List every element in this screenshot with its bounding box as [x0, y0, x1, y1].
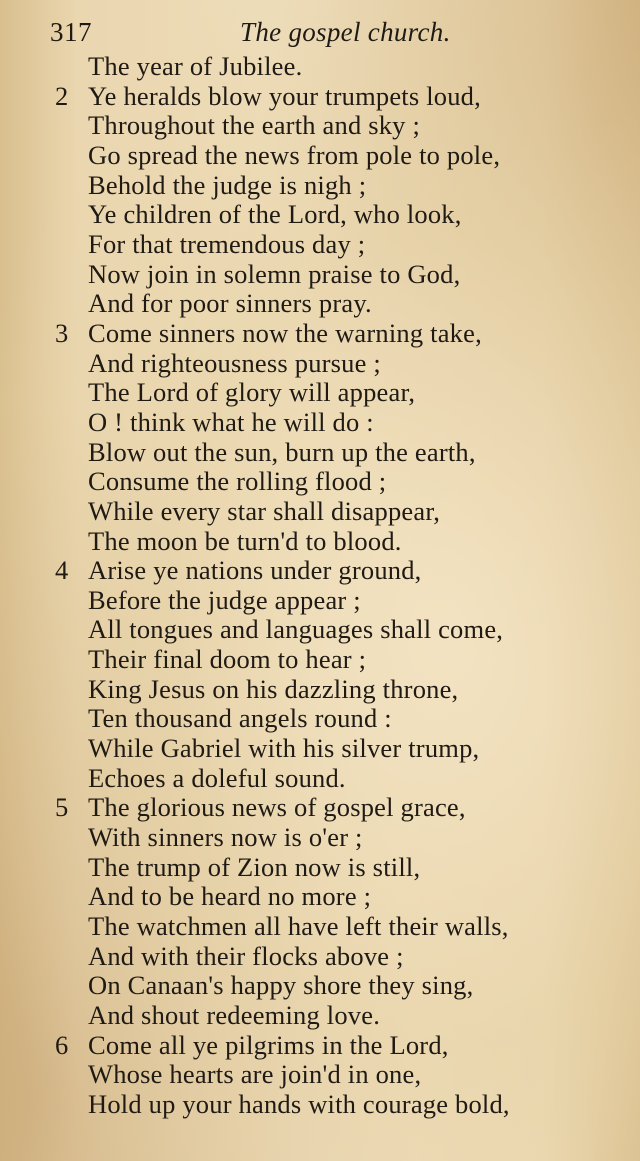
verse-line-text: Come sinners now the warning take,	[88, 317, 482, 348]
hymn-text	[0, 52, 640, 1120]
verse-line-text: Behold the judge is nigh ;	[88, 169, 367, 200]
verse-line-text: Arise ye nations under ground,	[88, 555, 422, 586]
verse-line-text: Their final doom to hear ;	[88, 644, 367, 675]
verse-line-text: For that tremendous day ;	[88, 228, 366, 259]
verse-line	[0, 704, 640, 734]
verse-line	[0, 527, 640, 557]
verse-line-text: Blow out the sun, burn up the earth,	[88, 436, 476, 467]
verse-line	[0, 793, 640, 823]
verse-line-text: O ! think what he will do :	[88, 406, 374, 437]
page-number: 317	[50, 17, 92, 47]
verse-line	[0, 556, 640, 586]
verse-line	[0, 853, 640, 883]
verse-line-text: Come all ye pilgrims in the Lord,	[88, 1029, 449, 1060]
verse-line	[0, 378, 640, 408]
verse-line-text: And for poor sinners pray.	[88, 288, 372, 319]
verse-line-text: Hold up your hands with courage bold,	[88, 1088, 510, 1119]
verse-line	[0, 912, 640, 942]
verse-line	[0, 823, 640, 853]
verse-line-text: And to be heard no more ;	[88, 881, 372, 912]
verse-line-text: Now join in solemn praise to God,	[88, 258, 461, 289]
verse-line	[0, 82, 640, 112]
verse-line	[0, 586, 640, 616]
verse-line-text: And shout redeeming love.	[88, 1000, 381, 1030]
verse-line	[0, 675, 640, 705]
verse-line	[0, 408, 640, 438]
verse-line-text: Ye heralds blow your trumpets loud,	[88, 80, 481, 111]
verse-line-text: The trump of Zion now is still,	[88, 851, 421, 882]
verse-line	[0, 200, 640, 230]
verse-line-text: Ten thousand angels round :	[88, 703, 392, 734]
verse-number: 4	[55, 555, 69, 586]
verse-line	[0, 289, 640, 319]
running-head: The gospel church.	[240, 17, 451, 47]
verse-line	[0, 111, 640, 141]
verse-number: 3	[55, 317, 69, 348]
verse-line	[0, 971, 640, 1001]
verse-line-text: And righteousness pursue ;	[88, 347, 381, 378]
verse-line-text: All tongues and languages shall come,	[88, 614, 504, 645]
verse-line	[0, 734, 640, 764]
verse-line-text: Echoes a doleful sound.	[88, 762, 346, 793]
verse-line	[0, 497, 640, 527]
verse-line-text: The moon be turn'd to blood.	[88, 525, 402, 556]
verse-line-text: And with their flocks above ;	[88, 940, 404, 971]
verse-number: 2	[55, 80, 69, 111]
verse-line	[0, 230, 640, 260]
verse-line-text: While Gabriel with his silver trump,	[88, 733, 480, 764]
verse-line	[0, 467, 640, 497]
verse-line	[0, 942, 640, 972]
verse-line-text: The Lord of glory will appear,	[88, 377, 416, 408]
verse-line	[0, 764, 640, 794]
verse-line	[0, 1090, 640, 1120]
verse-line-text: The year of Jubilee.	[88, 51, 303, 81]
verse-line	[0, 52, 640, 82]
verse-line-text: With sinners now is o'er ;	[88, 822, 363, 853]
verse-line-text: King Jesus on his dazzling throne,	[88, 673, 459, 704]
verse-line	[0, 171, 640, 201]
verse-line	[0, 1001, 640, 1031]
verse-line-text: Ye children of the Lord, who look,	[88, 199, 462, 230]
verse-line	[0, 260, 640, 290]
verse-line	[0, 615, 640, 645]
verse-line	[0, 1060, 640, 1090]
verse-line-text: Whose hearts are join'd in one,	[88, 1059, 422, 1090]
verse-number: 6	[55, 1029, 69, 1060]
verse-line	[0, 349, 640, 379]
page-header	[50, 14, 630, 50]
verse-number: 5	[55, 792, 69, 823]
verse-line	[0, 645, 640, 675]
verse-line	[0, 319, 640, 349]
verse-line	[0, 141, 640, 171]
verse-line	[0, 882, 640, 912]
verse-line-text: Throughout the earth and sky ;	[88, 110, 421, 141]
verse-line-text: The watchmen all have left their walls,	[88, 911, 509, 942]
verse-line	[0, 1031, 640, 1061]
verse-line-text: Before the judge appear ;	[88, 584, 361, 615]
verse-line-text: On Canaan's happy shore they sing,	[88, 970, 474, 1001]
verse-line-text: Consume the rolling flood ;	[88, 466, 387, 497]
verse-line-text: The glorious news of gospel grace,	[88, 792, 466, 823]
verse-line-text: Go spread the news from pole to pole,	[88, 139, 501, 170]
verse-line-text: While every star shall disappear,	[88, 495, 441, 526]
verse-line	[0, 438, 640, 468]
